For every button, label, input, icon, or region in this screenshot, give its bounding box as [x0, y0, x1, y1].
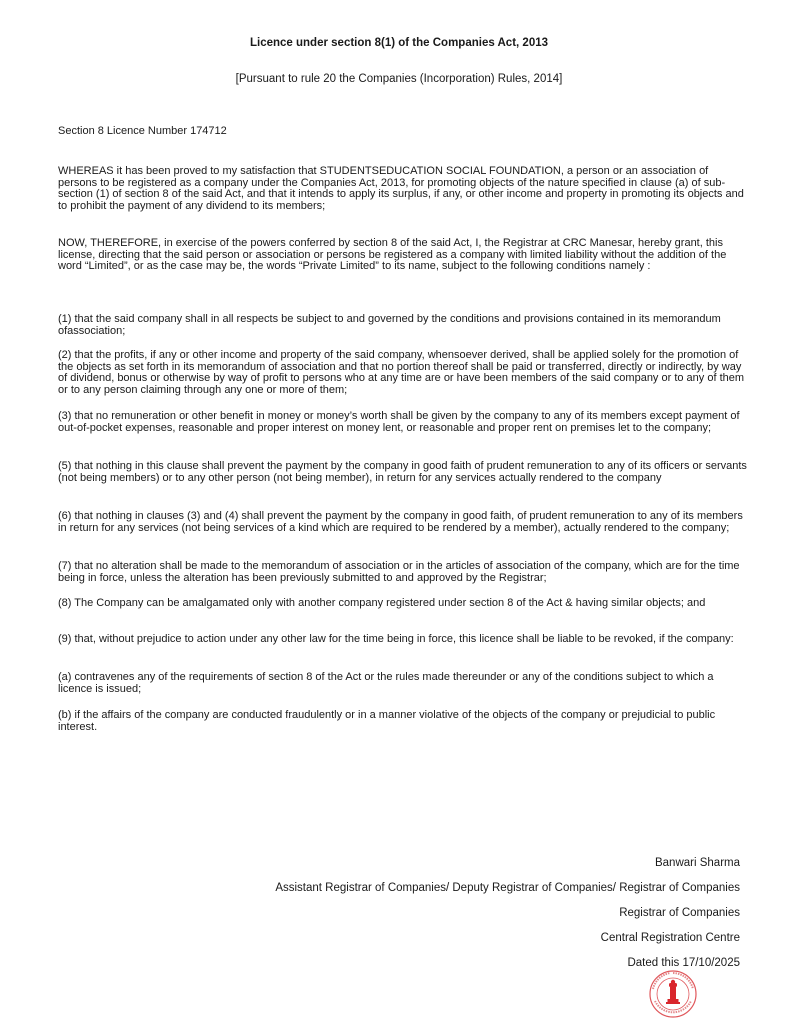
- date-line: Dated this 17/10/2025: [627, 957, 740, 969]
- whereas-paragraph: WHEREAS it has been proved to my satisfaction that STUDENTSEDUCATION SOCIAL FOUNDATION, a person or an association of persons to be registered as a company under the Companies Act, 2013, for promoting objects of the nature specified in clause (a) of sub-section (1) of section 8 of the said Act, and that it intends to apply its surplus, if any, or other income and property in promoting its objects and to prohibit the payment of any dividend to its members;: [58, 165, 744, 212]
- licence-number: Section 8 Licence Number 174712: [58, 125, 227, 137]
- official-seal-icon: [648, 969, 698, 1019]
- signatory-name: Banwari Sharma: [654, 857, 740, 869]
- condition-5: (5) that nothing in this clause shall prevent the payment by the company in good faith of prudent remuneration to any of its officers or servants (not being members) or to any other person (not being member), in return for any services actually rendered to the company: [58, 460, 747, 484]
- document-subtitle: [Pursuant to rule 20 the Companies (Incorporation) Rules, 2014]: [235, 73, 563, 85]
- condition-8: (8) The Company can be amalgamated only with another company registered under section 8 of the Act & having similar objects; and: [58, 597, 706, 609]
- condition-3: (3) that no remuneration or other benefit in money or money’s worth shall be given by the company to any of its members except payment of out-of-pocket expenses, reasonable and proper interest on money lent, or reasonable and proper rent on premises let to the company;: [58, 410, 740, 434]
- document-title: Licence under section 8(1) of the Companies Act, 2013: [249, 37, 549, 49]
- signatory-designation: Assistant Registrar of Companies/ Deputy Registrar of Companies/ Registrar of Companies: [275, 882, 740, 894]
- condition-9b: (b) if the affairs of the company are conducted fraudulently or in a manner violative of the objects of the company or prejudicial to public interest.: [58, 709, 716, 733]
- registration-centre: Central Registration Centre: [600, 932, 740, 944]
- condition-9a: (a) contravenes any of the requirements of section 8 of the Act or the rules made thereunder or any of the conditions subject to which a licence is issued;: [58, 671, 714, 695]
- condition-7: (7) that no alteration shall be made to the memorandum of association or in the articles of association of the company, which are for the time being in force, unless the alteration has been previously submitted to and approved by the Registrar;: [58, 560, 740, 584]
- condition-9: (9) that, without prejudice to action under any other law for the time being in force, this licence shall be liable to be revoked, if the company:: [58, 633, 734, 645]
- signatory-office: Registrar of Companies: [619, 907, 740, 919]
- condition-2: (2) that the profits, if any or other income and property of the said company, whensoever derived, shall be applied solely for the promotion of the objects as set forth in its memorandum of association and that no portion thereof shall be paid or transferred, directly or indirectly, by way of dividend, bonus or otherwise by way of profit to persons who at any time are or have been members of the said company or to any of them or to any person claiming through any one or more of them;: [58, 349, 745, 396]
- condition-1: (1) that the said company shall in all respects be subject to and governed by the conditions and provisions contained in its memorandum ofassociation;: [58, 313, 721, 337]
- condition-6: (6) that nothing in clauses (3) and (4) shall prevent the payment by the company in good faith, of prudent remuneration to any of its members in return for any services (not being services of a kind which are required to be rendered by a member), actually rendered to the company;: [58, 510, 743, 534]
- now-therefore-paragraph: NOW, THEREFORE, in exercise of the powers conferred by section 8 of the said Act, I, the Registrar at CRC Manesar, hereby grant, this license, directing that the said person or association or persons be registered as a company with limited liability without the addition of the word “Limited”, or as the case may be, the words “Private Limited” to its name, subject to the following conditions namely :: [58, 237, 727, 273]
